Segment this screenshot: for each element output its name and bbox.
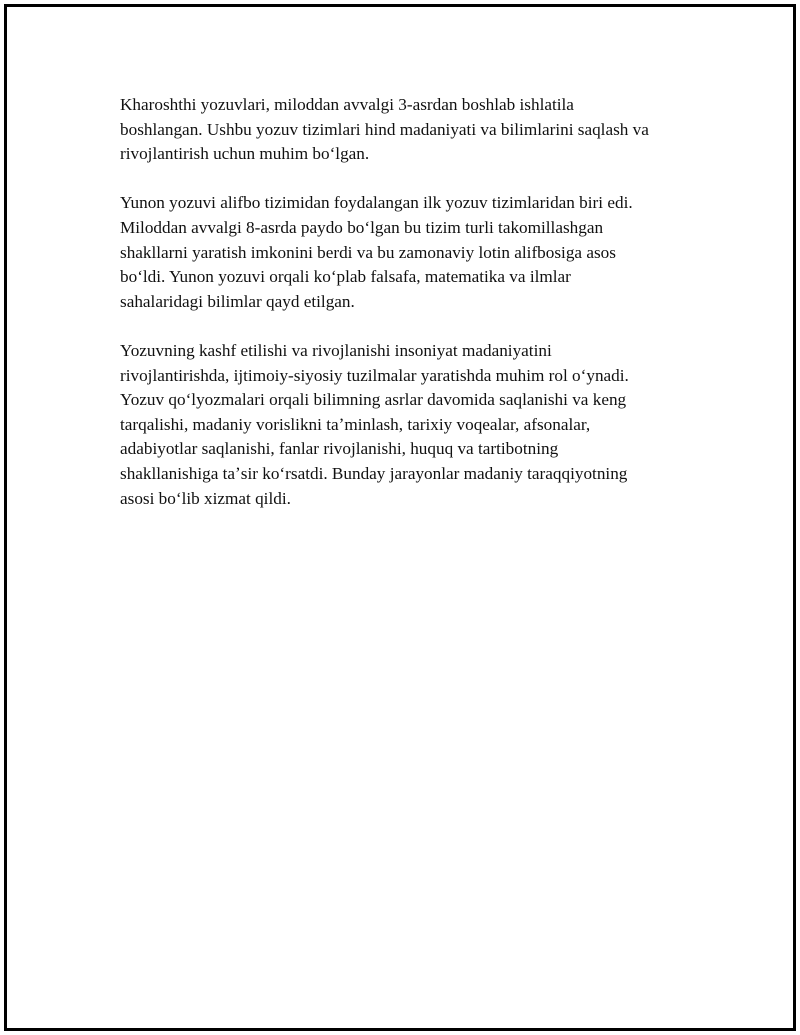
paragraph-greek-script: Yunon yozuvi alifbo tizimidan foydalangan ilk yozuv tizimlaridan biri edi. Miloddan avvalgi 8-asrda paydo boʻlgan bu tizim turli takomillashgan shakllarni yaratish imkonini berdi va bu zamonaviy lotin alifbosiga asos boʻldi. Yunon yozuvi orqali koʻplab falsafa, matematika va ilmlar sahalaridagi bilimlar qayd etilgan. bbox=[120, 193, 633, 311]
paragraph-writing-significance: Yozuvning kashf etilishi va rivojlanishi insoniyat madaniyatini rivojlantirishda, ijtimoiy-siyosiy tuzilmalar yaratishda muhim rol oʻynadi. Yozuv qoʻlyozmalari orqali bilimning asrlar davomida saqlanishi va keng tarqalishi, madaniy vorislikni taʼminlash, tarixiy voqealar, afsonalar, adabiyotlar saqlanishi, fanlar rivojlanishi, huquq va tartibotning shakllanishiga taʼsir koʻrsatdi. Bunday jarayonlar madaniy taraqqiyotning asosi boʻlib xizmat qildi. bbox=[120, 340, 629, 508]
document-body bbox=[120, 93, 700, 536]
document-page bbox=[4, 4, 796, 1031]
paragraph-kharoshthi: Kharoshthi yozuvlari, miloddan avvalgi 3-asrdan boshlab ishlatila boshlangan. Ushbu yozuv tizimlari hind madaniyati va bilimlarini saqlash va rivojlantirish uchun muhim boʻlgan. bbox=[120, 95, 649, 164]
